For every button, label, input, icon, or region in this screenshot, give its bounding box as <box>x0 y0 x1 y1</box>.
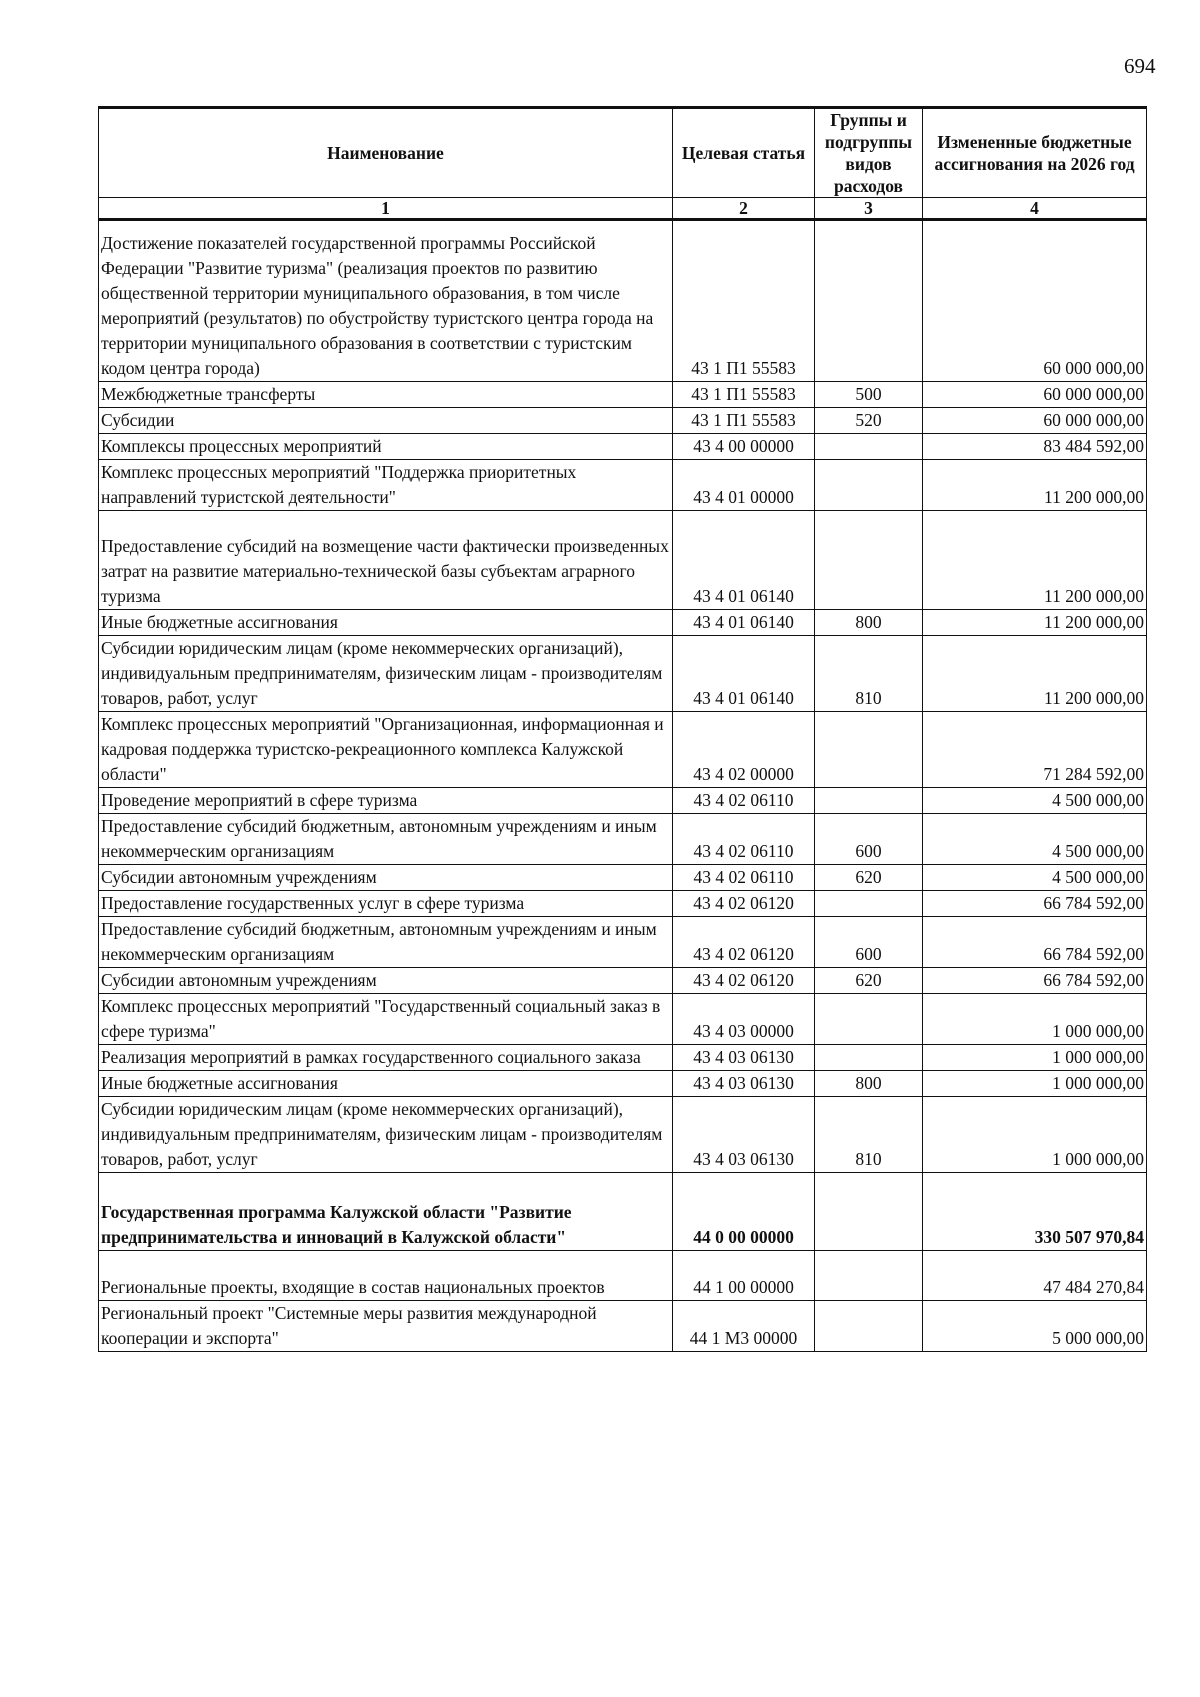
row-name: Предоставление субсидий бюджетным, автономным учреждениям и иным некоммерческим организациям <box>99 814 673 865</box>
row-amount: 4 500 000,00 <box>923 814 1147 865</box>
row-amount: 330 507 970,84 <box>923 1173 1147 1251</box>
table-row <box>99 1301 1147 1352</box>
row-amount: 4 500 000,00 <box>923 788 1147 814</box>
row-group: 620 <box>815 865 923 891</box>
row-amount: 4 500 000,00 <box>923 865 1147 891</box>
row-code: 43 4 02 00000 <box>673 712 815 788</box>
row-name: Субсидии автономным учреждениям <box>99 968 673 994</box>
row-name: Предоставление государственных услуг в сфере туризма <box>99 891 673 917</box>
row-name: Достижение показателей государственной программы Российской Федерации "Развитие туризма" (реализация проектов по развитию общественной территории муниципального образования, в том числе мероприятий (результатов) по обустройству туристского центра города на территории муниципального образования в соответствии с туристским кодом центра города) <box>99 220 673 382</box>
row-code: 43 4 02 06110 <box>673 788 815 814</box>
row-amount: 66 784 592,00 <box>923 891 1147 917</box>
row-code: 43 4 02 06120 <box>673 891 815 917</box>
row-amount: 1 000 000,00 <box>923 1045 1147 1071</box>
row-group <box>815 220 923 382</box>
row-code: 43 4 02 06110 <box>673 814 815 865</box>
row-amount: 66 784 592,00 <box>923 917 1147 968</box>
row-amount: 1 000 000,00 <box>923 994 1147 1045</box>
table-row <box>99 788 1147 814</box>
row-code: 43 4 03 00000 <box>673 994 815 1045</box>
row-name: Предоставление субсидий бюджетным, автономным учреждениям и иным некоммерческим организациям <box>99 917 673 968</box>
table-row <box>99 408 1147 434</box>
row-name: Субсидии <box>99 408 673 434</box>
row-group <box>815 1301 923 1352</box>
row-name: Региональные проекты, входящие в состав национальных проектов <box>99 1251 673 1301</box>
row-code: 43 4 02 06120 <box>673 917 815 968</box>
row-group: 600 <box>815 814 923 865</box>
row-group: 810 <box>815 636 923 712</box>
row-name: Предоставление субсидий на возмещение части фактически произведенных затрат на развитие материально-технической базы субъектам аграрного туризма <box>99 511 673 610</box>
row-name: Иные бюджетные ассигнования <box>99 1071 673 1097</box>
table-row <box>99 994 1147 1045</box>
table-row <box>99 1251 1147 1301</box>
row-group <box>815 994 923 1045</box>
row-amount: 83 484 592,00 <box>923 434 1147 460</box>
row-group: 810 <box>815 1097 923 1173</box>
header-num-3: 3 <box>815 198 923 220</box>
row-group <box>815 1251 923 1301</box>
row-amount: 5 000 000,00 <box>923 1301 1147 1352</box>
row-name: Субсидии юридическим лицам (кроме некоммерческих организаций), индивидуальным предпринимателям, физическим лицам - производителям товаров, работ, услуг <box>99 636 673 712</box>
table-row <box>99 917 1147 968</box>
row-code: 43 1 П1 55583 <box>673 220 815 382</box>
row-code: 44 0 00 00000 <box>673 1173 815 1251</box>
row-amount: 11 200 000,00 <box>923 610 1147 636</box>
header-target-article: Целевая статья <box>673 108 815 198</box>
header-num-1: 1 <box>99 198 673 220</box>
row-code: 43 4 01 06140 <box>673 610 815 636</box>
table-row <box>99 460 1147 511</box>
row-group <box>815 1173 923 1251</box>
row-group <box>815 460 923 511</box>
row-name: Комплексы процессных мероприятий <box>99 434 673 460</box>
row-group: 800 <box>815 1071 923 1097</box>
row-name: Региональный проект "Системные меры развития международной кооперации и экспорта" <box>99 1301 673 1352</box>
table-row <box>99 814 1147 865</box>
row-code: 43 4 03 06130 <box>673 1045 815 1071</box>
row-code: 44 1 М3 00000 <box>673 1301 815 1352</box>
table-row <box>99 1071 1147 1097</box>
table-row <box>99 865 1147 891</box>
row-group <box>815 891 923 917</box>
row-code: 43 1 П1 55583 <box>673 408 815 434</box>
row-amount: 11 200 000,00 <box>923 460 1147 511</box>
row-code: 43 4 01 06140 <box>673 511 815 610</box>
row-group <box>815 511 923 610</box>
page-number: 694 <box>1124 54 1156 78</box>
table-row <box>99 382 1147 408</box>
table-row <box>99 220 1147 382</box>
table-body <box>99 220 1147 1352</box>
row-name: Комплекс процессных мероприятий "Государственный социальный заказ в сфере туризма" <box>99 994 673 1045</box>
row-amount: 66 784 592,00 <box>923 968 1147 994</box>
row-name: Проведение мероприятий в сфере туризма <box>99 788 673 814</box>
row-name: Субсидии юридическим лицам (кроме некоммерческих организаций), индивидуальным предпринимателям, физическим лицам - производителям товаров, работ, услуг <box>99 1097 673 1173</box>
row-group <box>815 712 923 788</box>
row-name: Комплекс процессных мероприятий "Поддержка приоритетных направлений туристской деятельности" <box>99 460 673 511</box>
header-num-4: 4 <box>923 198 1147 220</box>
row-name: Субсидии автономным учреждениям <box>99 865 673 891</box>
row-group: 800 <box>815 610 923 636</box>
row-name: Комплекс процессных мероприятий "Организационная, информационная и кадровая поддержка туристско-рекреационного комплекса Калужской области" <box>99 712 673 788</box>
table-row <box>99 891 1147 917</box>
table-row <box>99 1173 1147 1251</box>
row-code: 43 4 01 06140 <box>673 636 815 712</box>
row-amount: 60 000 000,00 <box>923 408 1147 434</box>
row-code: 43 4 03 06130 <box>673 1097 815 1173</box>
header-num-2: 2 <box>673 198 815 220</box>
row-group <box>815 788 923 814</box>
table-row <box>99 712 1147 788</box>
row-code: 44 1 00 00000 <box>673 1251 815 1301</box>
row-group <box>815 1045 923 1071</box>
row-code: 43 1 П1 55583 <box>673 382 815 408</box>
row-group: 620 <box>815 968 923 994</box>
table-header <box>99 108 1147 220</box>
table-row <box>99 1097 1147 1173</box>
row-amount: 11 200 000,00 <box>923 636 1147 712</box>
table-row <box>99 968 1147 994</box>
header-name: Наименование <box>99 108 673 198</box>
row-name: Государственная программа Калужской области "Развитие предпринимательства и инноваций в Калужской области" <box>99 1173 673 1251</box>
row-code: 43 4 01 00000 <box>673 460 815 511</box>
row-code: 43 4 02 06120 <box>673 968 815 994</box>
row-name: Иные бюджетные ассигнования <box>99 610 673 636</box>
row-group: 600 <box>815 917 923 968</box>
table-row <box>99 434 1147 460</box>
row-amount: 11 200 000,00 <box>923 511 1147 610</box>
row-name: Реализация мероприятий в рамках государственного социального заказа <box>99 1045 673 1071</box>
table-row <box>99 636 1147 712</box>
row-code: 43 4 03 06130 <box>673 1071 815 1097</box>
row-amount: 60 000 000,00 <box>923 220 1147 382</box>
row-code: 43 4 00 00000 <box>673 434 815 460</box>
table-row <box>99 511 1147 610</box>
header-allocations: Измененные бюджетные ассигнования на 2026 год <box>923 108 1147 198</box>
row-amount: 1 000 000,00 <box>923 1097 1147 1173</box>
row-group: 520 <box>815 408 923 434</box>
table-row <box>99 1045 1147 1071</box>
table-row <box>99 610 1147 636</box>
row-amount: 47 484 270,84 <box>923 1251 1147 1301</box>
row-amount: 60 000 000,00 <box>923 382 1147 408</box>
row-amount: 71 284 592,00 <box>923 712 1147 788</box>
row-amount: 1 000 000,00 <box>923 1071 1147 1097</box>
row-group: 500 <box>815 382 923 408</box>
header-expense-groups: Группы и подгруппы видов расходов <box>815 108 923 198</box>
row-name: Межбюджетные трансферты <box>99 382 673 408</box>
row-code: 43 4 02 06110 <box>673 865 815 891</box>
budget-table <box>98 106 1147 1352</box>
row-group <box>815 434 923 460</box>
